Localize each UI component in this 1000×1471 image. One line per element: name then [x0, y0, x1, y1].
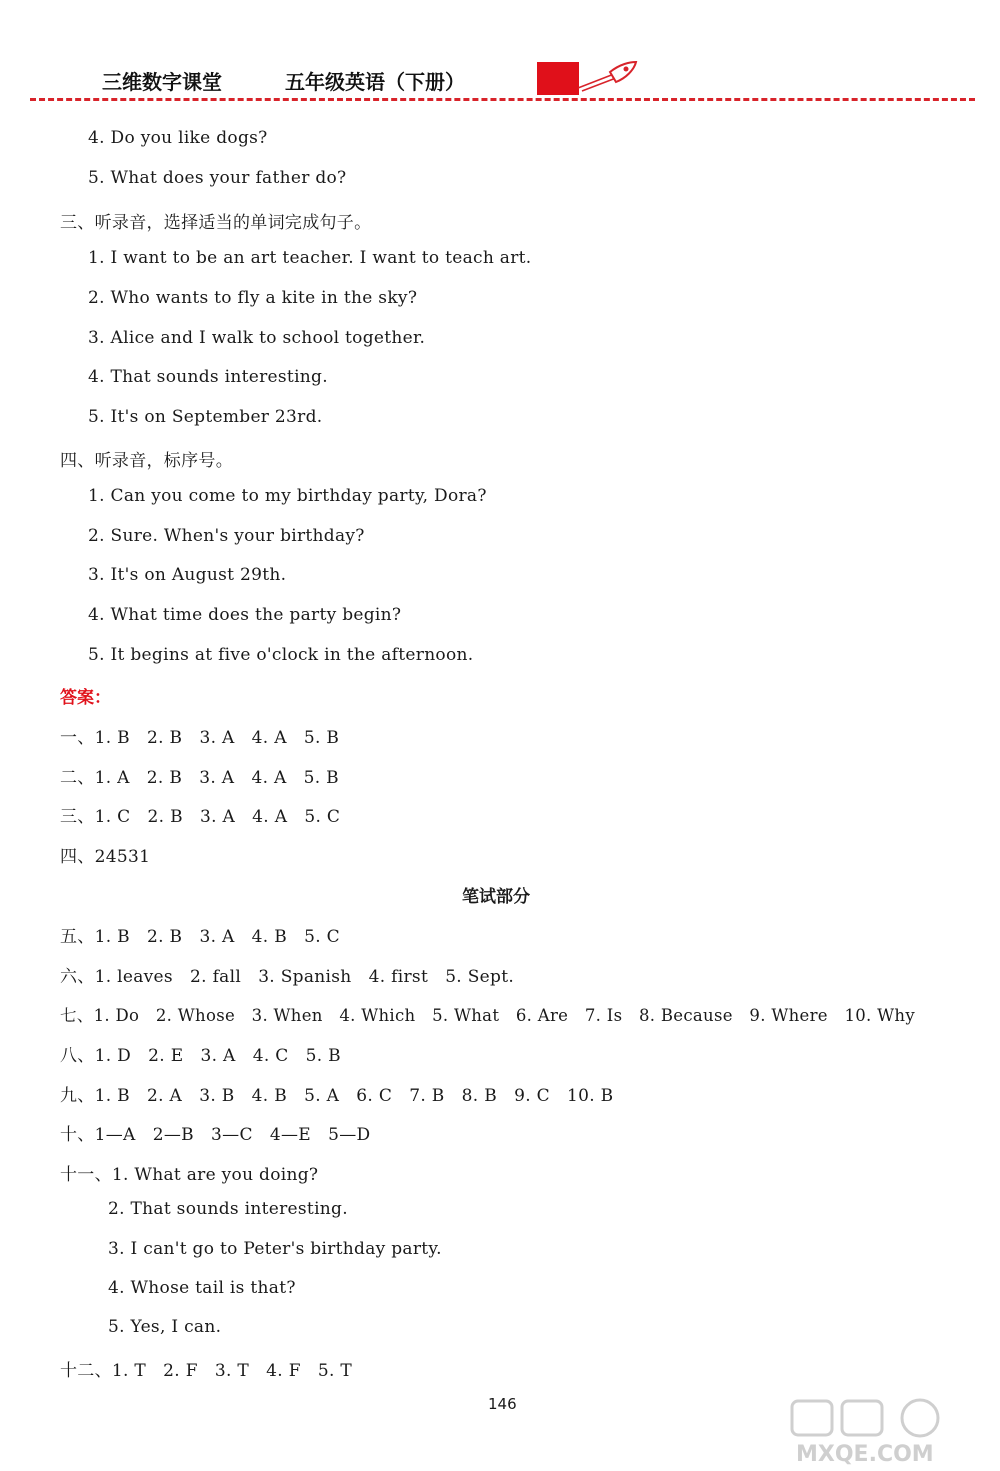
answer-line: 十、1—A 2—B 3—C 4—E 5—D — [60, 1125, 371, 1145]
answer-line: 十一、1. What are you doing? — [60, 1165, 319, 1185]
answer-line: 七、1. Do 2. Whose 3. When 4. Which 5. What 6. Are 7. Is 8. Because 9. Where 10. Why — [60, 1006, 915, 1025]
answer-line: 八、1. D 2. E 3. A 4. C 5. B — [60, 1046, 341, 1066]
answer-line: 4. Whose tail is that? — [108, 1278, 296, 1298]
answer-line: 2. That sounds interesting. — [108, 1199, 348, 1219]
answer-line: 三、1. C 2. B 3. A 4. A 5. C — [60, 807, 341, 827]
answer-line: 二、1. A 2. B 3. A 4. A 5. B — [60, 768, 339, 788]
header-red-block — [537, 62, 579, 95]
watermark-text: MXQE.COM — [796, 1442, 934, 1467]
script-line: 5. It begins at five o'clock in the afternoon. — [88, 645, 474, 665]
script-line: 5. What does your father do? — [88, 168, 347, 188]
watermark-logo — [780, 1395, 990, 1467]
answer-line: 九、1. B 2. A 3. B 4. B 5. A 6. C 7. B 8. B 9. C 10. B — [60, 1086, 614, 1106]
script-line: 3. Alice and I walk to school together. — [88, 328, 426, 348]
script-line: 1. I want to be an art teacher. I want to teach art. — [88, 248, 532, 268]
script-line: 2. Who wants to fly a kite in the sky? — [88, 288, 418, 308]
answer-line: 四、24531 — [60, 847, 151, 867]
script-line: 4. That sounds interesting. — [88, 367, 328, 387]
section-heading: 三、听录音，选择适当的单词完成句子。 — [60, 213, 372, 233]
script-line: 2. Sure. When's your birthday? — [88, 526, 365, 546]
answer-line: 3. I can't go to Peter's birthday party. — [108, 1239, 442, 1259]
answer-line: 十二、1. T 2. F 3. T 4. F 5. T — [60, 1361, 353, 1381]
script-line: 4. Do you like dogs? — [88, 128, 268, 148]
answer-line: 5. Yes, I can. — [108, 1317, 222, 1337]
rocket-icon — [574, 58, 638, 92]
header-series-title: 三维数字课堂 — [102, 70, 222, 94]
section-heading: 四、听录音，标序号。 — [60, 451, 233, 471]
answer-line: 五、1. B 2. B 3. A 4. B 5. C — [60, 927, 340, 947]
answers-title: 答案： — [60, 688, 111, 708]
answer-line: 一、1. B 2. B 3. A 4. A 5. B — [60, 728, 340, 748]
script-line: 4. What time does the party begin? — [88, 605, 402, 625]
script-line: 5. It's on September 23rd. — [88, 407, 323, 427]
script-line: 1. Can you come to my birthday party, Dora? — [88, 486, 487, 506]
header-book-title: 五年级英语（下册） — [285, 70, 465, 94]
header-dashed-rule — [30, 98, 975, 101]
page-number: 146 — [488, 1395, 517, 1413]
script-line: 3. It's on August 29th. — [88, 565, 287, 585]
written-part-title: 笔试部分 — [462, 887, 530, 907]
answer-line: 六、1. leaves 2. fall 3. Spanish 4. first 5. Sept. — [60, 967, 515, 987]
